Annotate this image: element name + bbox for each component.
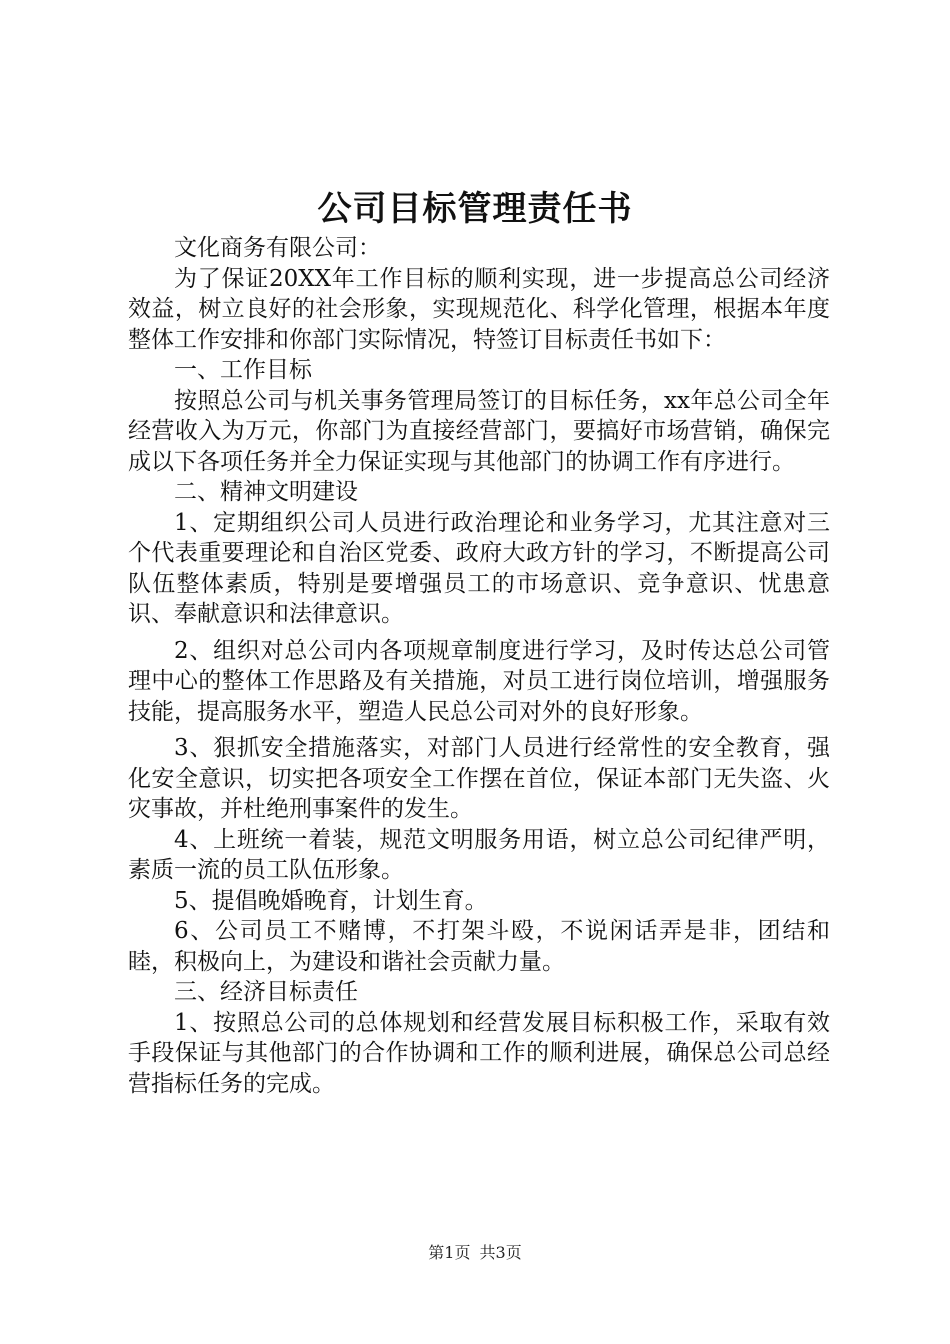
paragraph-item-5: 5、提倡晚婚晚育，计划生育。 [174, 887, 488, 914]
paragraph-salutation: 文化商务有限公司： [174, 235, 381, 261]
page-footer [0, 1242, 950, 1264]
section-heading-civilization: 二、精神文明建设 [174, 479, 358, 505]
paragraph-economic-1: 1、按照总公司的总体规划和经营发展目标积极工作，采取有效手段保证与其他部门的合作协调和工作的顺利进展，确保总公司总经营指标任务的完成。 [128, 1009, 830, 1097]
paragraph-item-2: 2、组织对总公司内各项规章制度进行学习，及时传达总公司管理中心的整体工作思路及有关措施，对员工进行岗位培训，增强服务技能，提高服务水平，塑造人民总公司对外的良好形象。 [128, 637, 830, 725]
paragraph-item-3: 3、狠抓安全措施落实，对部门人员进行经常性的安全教育，强化安全意识，切实把各项安全工作摆在首位，保证本部门无失盗、火灾事故，并杜绝刑事案件的发生。 [128, 735, 830, 822]
paragraph-item-6: 6、公司员工不赌博，不打架斗殴，不说闲话弄是非，团结和睦，积极向上，为建设和谐社会贡献力量。 [128, 918, 830, 975]
paragraph-item-4: 4、上班统一着装，规范文明服务用语，树立总公司纪律严明，素质一流的员工队伍形象。 [128, 826, 830, 883]
section-heading-work-goals: 一、工作目标 [174, 357, 312, 383]
paragraph-work-goals: 按照总公司与机关事务管理局签订的目标任务，xx年总公司全年经营收入为万元，你部门为直接经营部门，要搞好市场营销，确保完成以下各项任务并全力保证实现与其他部门的协调工作有序进行。 [128, 387, 830, 475]
paragraph-intro: 为了保证20XX年工作目标的顺利实现，进一步提高总公司经济效益，树立良好的社会形象，实现规范化、科学化管理，根据本年度整体工作安排和你部门实际情况，特签订目标责任书如下： [128, 265, 830, 353]
document-title: 公司目标管理责任书 [317, 189, 633, 229]
paragraph-item-1: 1、定期组织公司人员进行政治理论和业务学习，尤其注意对三个代表重要理论和自治区党委、政府大政方针的学习，不断提高公司队伍整体素质，特别是要增强员工的市场意识、竞争意识、忧患意识、奉献意识和法律意识。 [128, 509, 830, 627]
section-heading-economic: 三、经济目标责任 [174, 979, 358, 1005]
page-number: 第1页 [428, 1243, 471, 1262]
document-body [128, 233, 830, 1099]
page-total: 共3页 [479, 1243, 522, 1262]
